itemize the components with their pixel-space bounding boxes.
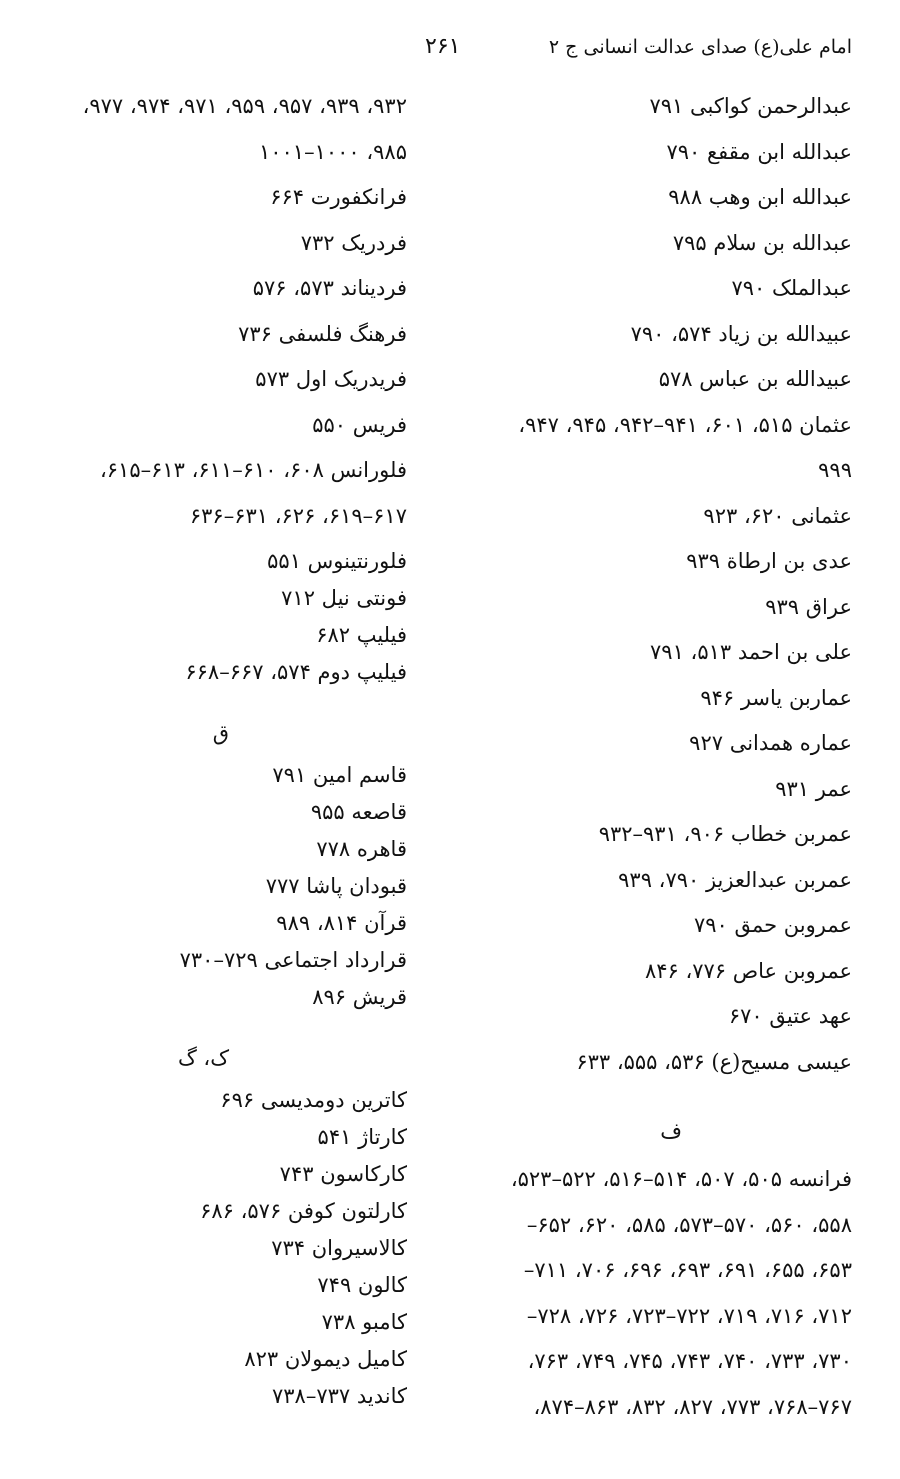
index-entry: عمربن خطاب ۹۰۶، ۹۳۱–۹۳۲ (598, 822, 852, 846)
index-entry: فریس ۵۵۰ (312, 412, 407, 437)
index-entry: عمر ۹۳۱ (775, 776, 852, 801)
index-entry: کاندید ۷۳۷–۷۳۸ (272, 1384, 407, 1408)
page-number: ۲۶۱ (425, 34, 461, 59)
index-entry: فیلیپ ۶۸۲ (316, 623, 407, 647)
index-entry: فرهنگ فلسفی ۷۳۶ (238, 321, 407, 346)
index-entry-continuation: ۹۹۹ (818, 458, 852, 482)
section-letter-kaf-gaf: ک، گ (177, 1046, 229, 1070)
index-entry: فرانسه ۵۰۵، ۵۰۷، ۵۱۴–۵۱۶، ۵۲۲–۵۲۳، (510, 1167, 852, 1191)
index-entry: کامیل دیمولان ۸۲۳ (244, 1347, 407, 1371)
index-entry: قرارداد اجتماعی ۷۲۹–۷۳۰ (179, 948, 407, 972)
index-entry: فردریک ۷۳۲ (300, 230, 407, 255)
index-entry: فلورنتینوس ۵۵۱ (267, 549, 407, 573)
index-entry: کارتاژ ۵۴۱ (317, 1125, 407, 1149)
index-entry: کاترین دومدیسی ۶۹۶ (220, 1088, 407, 1112)
index-entry: عبدالرحمن کواکبی ۷۹۱ (649, 94, 852, 118)
index-entry-continuation: ۹۸۵، ۱۰۰۰–۱۰۰۱ (258, 139, 407, 164)
index-entry: فردیناند ۵۷۳، ۵۷۶ (252, 276, 407, 300)
index-entry: قاهره ۷۷۸ (316, 837, 407, 861)
index-entry: عبیدالله بن زیاد ۵۷۴، ۷۹۰ (630, 321, 852, 346)
index-entry: فلورانس ۶۰۸، ۶۱۰–۶۱۱، ۶۱۳–۶۱۵، (99, 458, 407, 482)
index-entry: علی بن احمد ۵۱۳، ۷۹۱ (650, 640, 852, 664)
section-gap (37, 691, 407, 715)
index-entry: فرانکفورت ۶۶۴ (270, 185, 407, 209)
section-gap (37, 1016, 407, 1040)
index-entry: عماربن یاسر ۹۴۶ (700, 685, 852, 710)
index-entry: کامبو ۷۳۸ (321, 1310, 407, 1334)
index-entry: فیلیپ دوم ۵۷۴، ۶۶۷–۶۶۸ (185, 660, 407, 684)
index-entry: عبدالله ابن مقفع ۷۹۰ (666, 139, 852, 164)
index-entry-continuation: ۶۵۳، ۶۵۵، ۶۹۱، ۶۹۳، ۶۹۶، ۷۰۶، ۷۱۱– (523, 1258, 852, 1282)
index-entry: عمروبن عاص ۷۷۶، ۸۴۶ (644, 958, 852, 983)
index-column-left (37, 88, 407, 1415)
section-letter-fa: ف (660, 1119, 682, 1143)
index-entry-continuation: ۷۱۲، ۷۱۶، ۷۱۹، ۷۲۲–۷۲۳، ۷۲۶، ۷۲۸– (526, 1303, 852, 1328)
index-entry: عیسی مسیح(ع) ۵۳۶، ۵۵۵، ۶۳۳ (576, 1049, 852, 1074)
index-entry-continuation: ۹۳۲، ۹۳۹، ۹۵۷، ۹۵۹، ۹۷۱، ۹۷۴، ۹۷۷، (82, 94, 407, 118)
section-letter-qaf: ق (212, 721, 229, 745)
index-entry-continuation: ۵۵۸، ۵۶۰، ۵۷۰–۵۷۳، ۵۸۵، ۶۲۰، ۶۵۲– (526, 1212, 852, 1237)
index-entry: قبودان پاشا ۷۷۷ (265, 874, 407, 898)
index-entry: عبدالله بن سلام ۷۹۵ (672, 230, 852, 255)
index-column-right (462, 88, 852, 1434)
index-entry: عبیدالله بن عباس ۵۷۸ (658, 367, 852, 391)
index-entry: کارکاسون ۷۴۳ (279, 1162, 407, 1186)
index-entry: عدی بن ارطاة ۹۳۹ (686, 549, 852, 573)
index-entry-continuation: ۷۳۰، ۷۳۳، ۷۴۰، ۷۴۳، ۷۴۵، ۷۴۹، ۷۶۳، (527, 1349, 852, 1373)
index-entry: قاصعه ۹۵۵ (310, 800, 407, 824)
index-entry: عماره همدانی ۹۲۷ (689, 731, 852, 755)
index-entry-continuation: ۷۶۷–۷۶۸، ۷۷۳، ۸۲۷، ۸۳۲، ۸۶۳–۸۷۴، (533, 1394, 852, 1419)
section-gap (462, 1089, 852, 1113)
index-entry: قریش ۸۹۶ (312, 985, 407, 1009)
index-entry: عثمانی ۶۲۰، ۹۲۳ (703, 503, 852, 528)
index-entry: عمروبن حمق ۷۹۰ (693, 913, 852, 937)
index-entry: کارلتون کوفن ۵۷۶، ۶۸۶ (200, 1199, 407, 1223)
index-entry: عثمان ۵۱۵، ۶۰۱، ۹۴۱–۹۴۲، ۹۴۵، ۹۴۷، (518, 412, 852, 437)
index-entry: عهد عتیق ۶۷۰ (728, 1004, 852, 1028)
index-entry: کالون ۷۴۹ (317, 1273, 407, 1297)
index-entry: قاسم امین ۷۹۱ (272, 763, 407, 787)
index-entry: قرآن ۸۱۴، ۹۸۹ (276, 911, 407, 935)
running-header-title: امام علی(ع) صدای عدالت انسانی ج ۲ (548, 36, 852, 58)
index-entry: کالاسیروان ۷۳۴ (271, 1236, 407, 1260)
index-entry: فونتی نیل ۷۱۲ (281, 586, 407, 610)
index-entry: فریدریک اول ۵۷۳ (255, 367, 407, 391)
index-entry: عراق ۹۳۹ (765, 594, 852, 619)
index-entry: عبدالملک ۷۹۰ (731, 276, 852, 300)
index-entry: عبدالله ابن وهب ۹۸۸ (668, 185, 852, 209)
index-entry-continuation: ۶۱۷–۶۱۹، ۶۲۶، ۶۳۱–۶۳۶ (189, 503, 407, 528)
index-entry: عمربن عبدالعزیز ۷۹۰، ۹۳۹ (618, 867, 852, 892)
